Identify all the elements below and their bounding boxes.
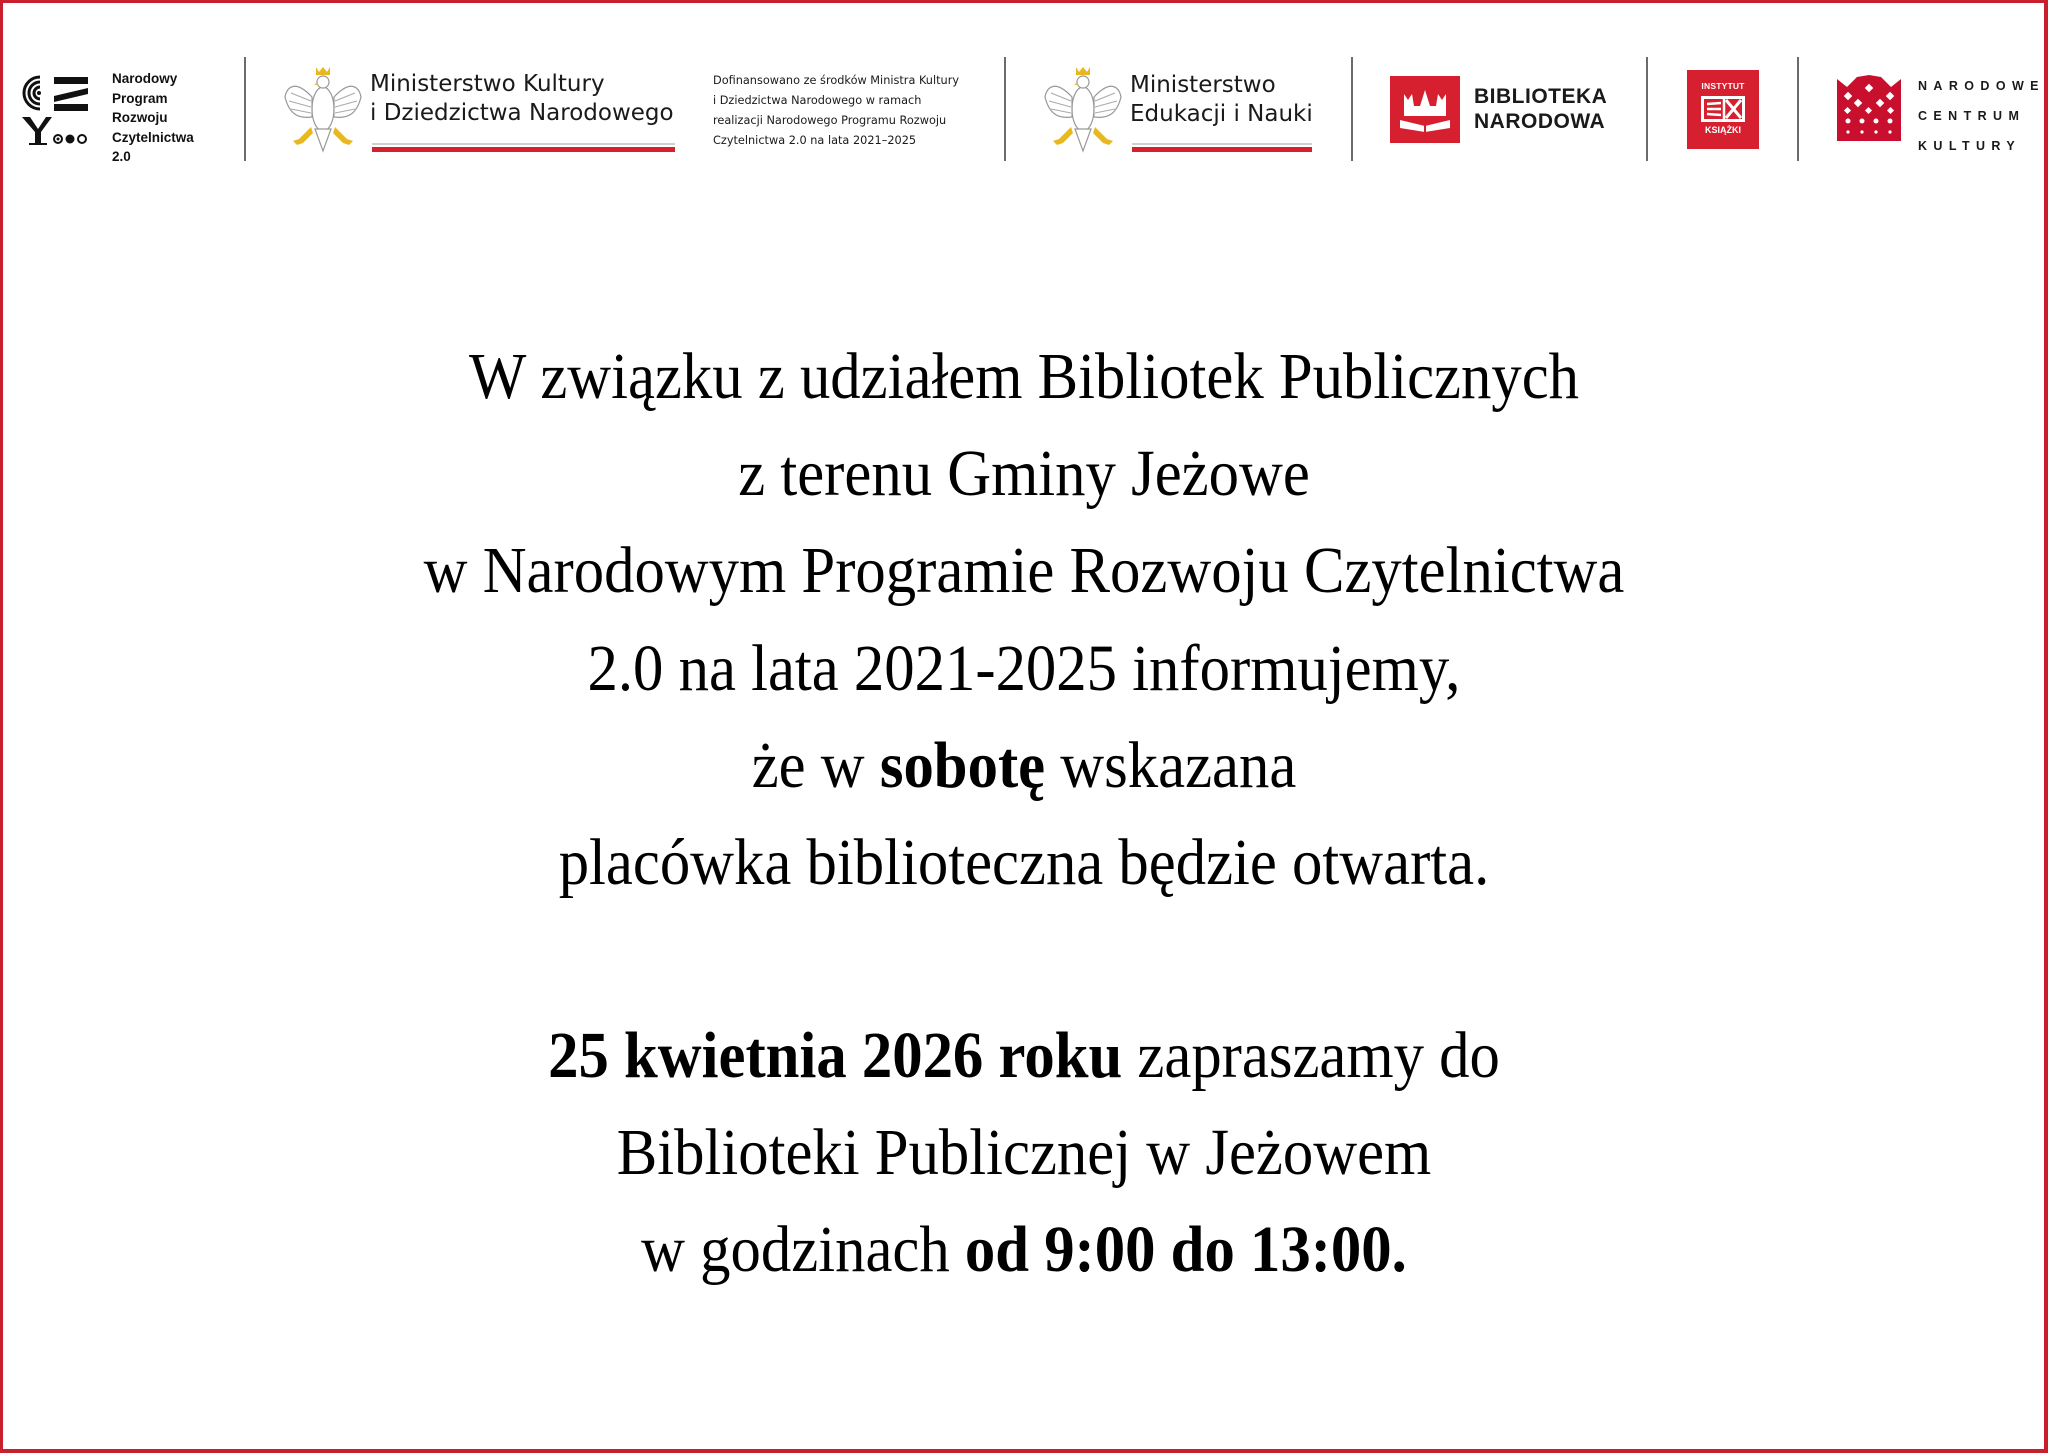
polish-eagle-emblem-icon: [1043, 65, 1123, 153]
mkidn-red-rule: [372, 147, 675, 152]
announcement-line: że w sobotę wskazana: [751, 729, 1297, 802]
announcement-line: W związku z udziałem Bibliotek Publicznych: [468, 340, 1580, 413]
nprc-logo-icon: [20, 73, 92, 145]
instytut-ksiazki-icon: INSTYTUT KSIĄŻKI: [1687, 70, 1759, 149]
emphasis-saturday: sobotę: [879, 729, 1046, 802]
nprc-logo-text: Narodowy Program Rozwoju Czytelnictwa 2.0: [112, 71, 194, 164]
polish-eagle-emblem-icon: [283, 65, 363, 153]
logo-divider: [244, 57, 246, 161]
announcement-hours-line: w godzinach od 9:00 do 13:00.: [641, 1213, 1407, 1286]
logo-divider: [1004, 57, 1006, 161]
announcement-line: z terenu Gminy Jeżowe: [738, 437, 1310, 510]
logo-divider: [1797, 57, 1799, 161]
logo-divider: [1351, 57, 1353, 161]
funding-note: Dofinansowano ze środków Ministra Kultury i Dziedzictwa Narodowego w ramach realizacji Narodowego Programu Rozwoju Czytelnictwa 2.0 na lata 2021–2025: [713, 74, 960, 147]
nck-logo-text: NARODOWE CENTRUM KULTURY: [1918, 79, 2045, 153]
announcement-line: Biblioteki Publicznej w Jeżowem: [616, 1116, 1432, 1189]
crown-book-icon: [1390, 76, 1460, 143]
announcement-line: w Narodowym Programie Rozwoju Czytelnictwa: [423, 534, 1625, 607]
mkidn-grey-rule: [372, 143, 675, 145]
nck-crown-diamonds-icon: [1837, 75, 1901, 141]
mein-logo-text: Ministerstwo Edukacji i Nauki: [1130, 72, 1313, 127]
mkidn-logo-text: Ministerstwo Kultury i Dziedzictwa Narodowego: [370, 71, 674, 126]
announcement-line: 2.0 na lata 2021-2025 informujemy,: [587, 632, 1461, 705]
sponsor-logos-strip: [0, 55, 2048, 170]
opening-hours: od 9:00 do 13:00.: [964, 1213, 1407, 1286]
announcement-line: placówka biblioteczna będzie otwarta.: [558, 826, 1490, 899]
announcement-date-line: 25 kwietnia 2026 roku zapraszamy do: [548, 1019, 1500, 1092]
bn-logo-text: BIBLIOTEKA NARODOWA: [1474, 85, 1608, 133]
mein-red-rule: [1132, 147, 1312, 152]
logo-divider: [1646, 57, 1648, 161]
mein-grey-rule: [1132, 143, 1312, 145]
event-date: 25 kwietnia 2026 roku: [548, 1019, 1123, 1092]
